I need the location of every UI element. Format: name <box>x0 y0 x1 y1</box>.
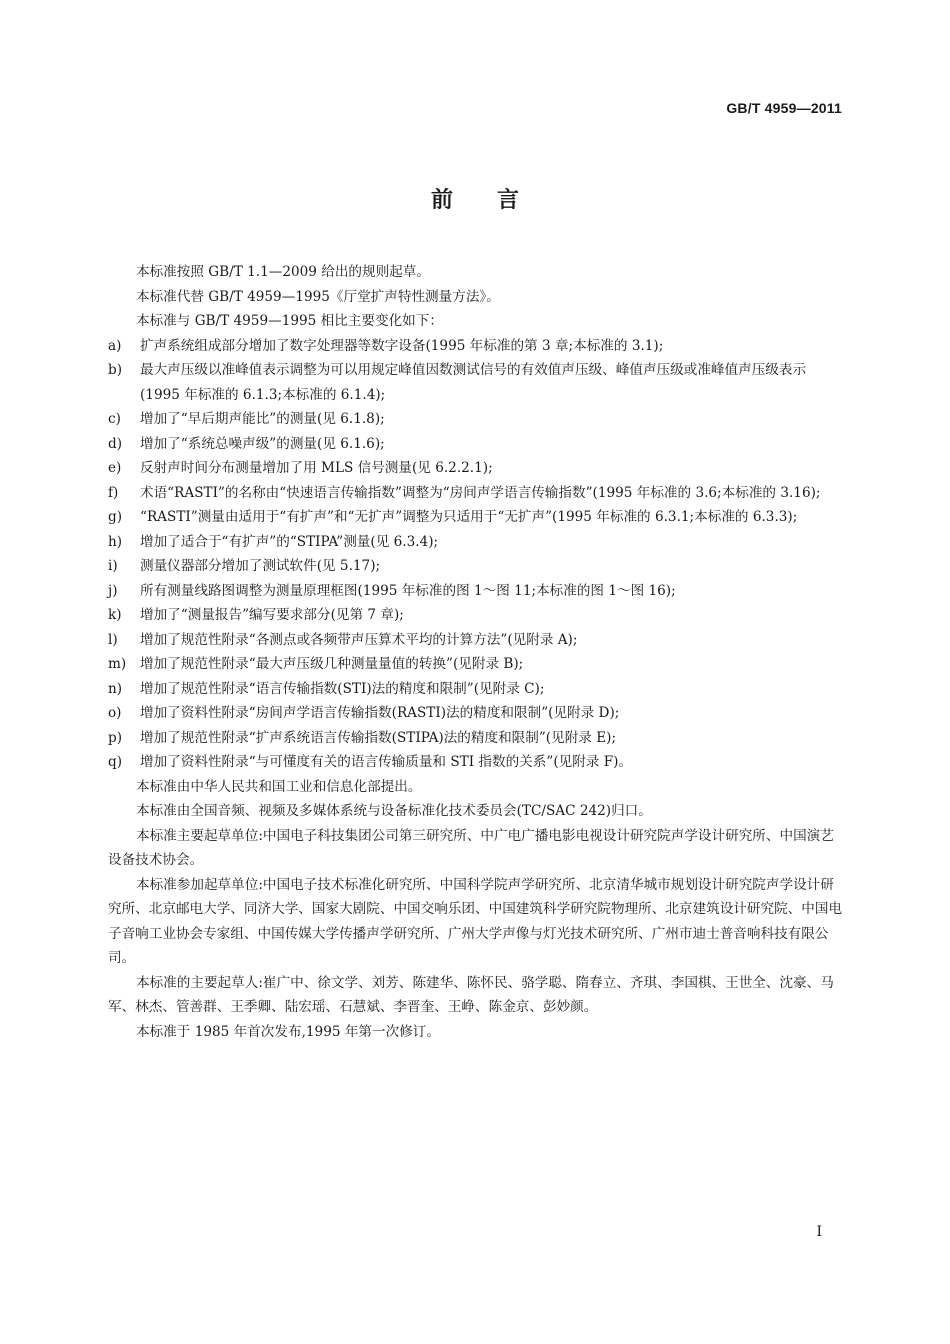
list-item <box>108 652 844 677</box>
item-label: n) <box>108 680 123 697</box>
item-text: 增加了适合于“有扩声”的“STIPA”测量(见 6.3.4); <box>140 533 439 550</box>
item-text: 最大声压级以准峰值表示调整为可以用规定峰值因数测试信号的有效值声压级、峰值声压级或准峰值声压级表示(1995 年标准的 6.1.3;本标准的 6.1.4); <box>140 362 807 403</box>
list-item <box>108 407 844 432</box>
item-label: a) <box>108 337 122 354</box>
list-item <box>108 432 844 457</box>
list-item <box>108 701 844 726</box>
intro-paragraph: 本标准与 GB/T 4959—1995 相比主要变化如下： <box>136 313 443 329</box>
list-item <box>108 358 844 407</box>
item-label: d) <box>108 435 123 452</box>
item-label: e) <box>108 460 122 476</box>
item-text: 所有测量线路图调整为测量原理框图(1995 年标准的图 1～图 11;本标准的图 1～图 16); <box>140 582 676 599</box>
item-text: 术语“RASTI”的名称由“快速语言传输指数”调整为“房间声学语言传输指数”(1995 年标准的 3.6;本标准的 3.16); <box>140 484 821 501</box>
item-text: 增加了规范性附录“语言传输指数(STI)法的精度和限制”(见附录 C); <box>140 680 545 697</box>
proposer-paragraph: 本标准由中华人民共和国工业和信息化部提出。 <box>136 778 422 795</box>
list-item <box>108 579 844 604</box>
item-text: 扩声系统组成部分增加了数字处理器等数字设备(1995 年标准的第 3 章;本标准的 3.1); <box>140 337 664 354</box>
item-label: i) <box>108 558 118 574</box>
list-item <box>108 530 844 555</box>
page-title: 前言 <box>430 188 563 213</box>
item-label: g) <box>108 509 123 525</box>
item-text: 增加了“早后期声能比”的测量(见 6.1.8); <box>140 411 385 427</box>
item-text: 反射声时间分布测量增加了用 MLS 信号测量(见 6.2.2.1); <box>140 460 493 476</box>
intro-paragraph: 本标准按照 GB/T 1.1—2009 给出的规则起草。 <box>136 264 430 280</box>
item-label: q) <box>108 754 123 770</box>
main-drafters-org-paragraph: 本标准主要起草单位:中国电子科技集团公司第三研究所、中广电广播电影电视设计研究院声学设计研究所、中国演艺设备技术协会。 <box>108 827 834 868</box>
page-number: I <box>816 1224 822 1240</box>
list-item <box>108 456 844 481</box>
item-text: 增加了“测量报告”编写要求部分(见第 7 章); <box>140 607 404 623</box>
list-item <box>108 677 844 702</box>
item-label: k) <box>108 607 122 623</box>
intro-paragraph: 本标准代替 GB/T 4959—1995《厅堂扩声特性测量方法》。 <box>136 288 500 305</box>
list-item <box>108 726 844 751</box>
list-item <box>108 334 844 359</box>
item-label: f) <box>108 484 119 501</box>
list-item <box>108 750 844 775</box>
item-label: m) <box>108 656 127 672</box>
item-label: p) <box>108 729 123 746</box>
changes-list <box>108 334 844 775</box>
list-item <box>108 603 844 628</box>
item-text: 增加了资料性附录“房间声学语言传输指数(RASTI)法的精度和限制”(见附录 D); <box>140 705 620 721</box>
foreword-body <box>108 260 844 1044</box>
item-text: 增加了规范性附录“各测点或各频带声压算术平均的计算方法”(见附录 A); <box>140 631 578 648</box>
list-item <box>108 481 844 506</box>
history-paragraph: 本标准于 1985 年首次发布,1995 年第一次修订。 <box>136 1023 440 1040</box>
item-text: 增加了“系统总噪声级”的测量(见 6.1.6); <box>140 435 385 452</box>
drafters-paragraph: 本标准的主要起草人:崔广中、徐文学、刘芳、陈建华、陈怀民、骆学聪、隋春立、齐琪、李国棋、王世全、沈豪、马军、林杰、管善群、王季卿、陆宏瑶、石慧斌、李晋奎、王峥、陈金京、彭妙颜。 <box>108 974 834 1015</box>
item-label: h) <box>108 533 123 550</box>
item-label: b) <box>108 362 123 378</box>
committee-paragraph: 本标准由全国音频、视频及多媒体系统与设备标准化技术委员会(TC/SAC 242)归口。 <box>136 803 652 819</box>
item-text: 增加了资料性附录“与可懂度有关的语言传输质量和 STI 指数的关系”(见附录 F)。 <box>140 754 633 770</box>
list-item <box>108 554 844 579</box>
item-text: “RASTI”测量由适用于“有扩声”和“无扩声”调整为只适用于“无扩声”(1995 年标准的 6.3.1;本标准的 6.3.3); <box>140 509 798 525</box>
item-label: j) <box>108 582 118 599</box>
item-label: l) <box>108 631 118 648</box>
standard-number: GB/T 4959—2011 <box>726 100 842 116</box>
item-text: 增加了规范性附录“最大声压级几种测量量值的转换”(见附录 B); <box>140 656 524 672</box>
item-label: o) <box>108 705 122 721</box>
item-text: 增加了规范性附录“扩声系统语言传输指数(STIPA)法的精度和限制”(见附录 E); <box>140 729 617 746</box>
item-label: c) <box>108 411 121 427</box>
participating-orgs-paragraph: 本标准参加起草单位:中国电子技术标准化研究所、中国科学院声学研究所、北京清华城市规划设计研究院声学设计研究所、北京邮电大学、同济大学、国家大剧院、中国交响乐团、中国建筑科学研究院物理所、北京建筑设计研究院、中国电子音响工业协会专家组、中国传媒大学传播声学研究所、广州大学声像与灯光技术研究所、广州市迪士普音响科技有限公司。 <box>108 876 843 966</box>
item-text: 测量仪器部分增加了测试软件(见 5.17); <box>140 558 381 574</box>
list-item <box>108 628 844 653</box>
list-item <box>108 505 844 530</box>
